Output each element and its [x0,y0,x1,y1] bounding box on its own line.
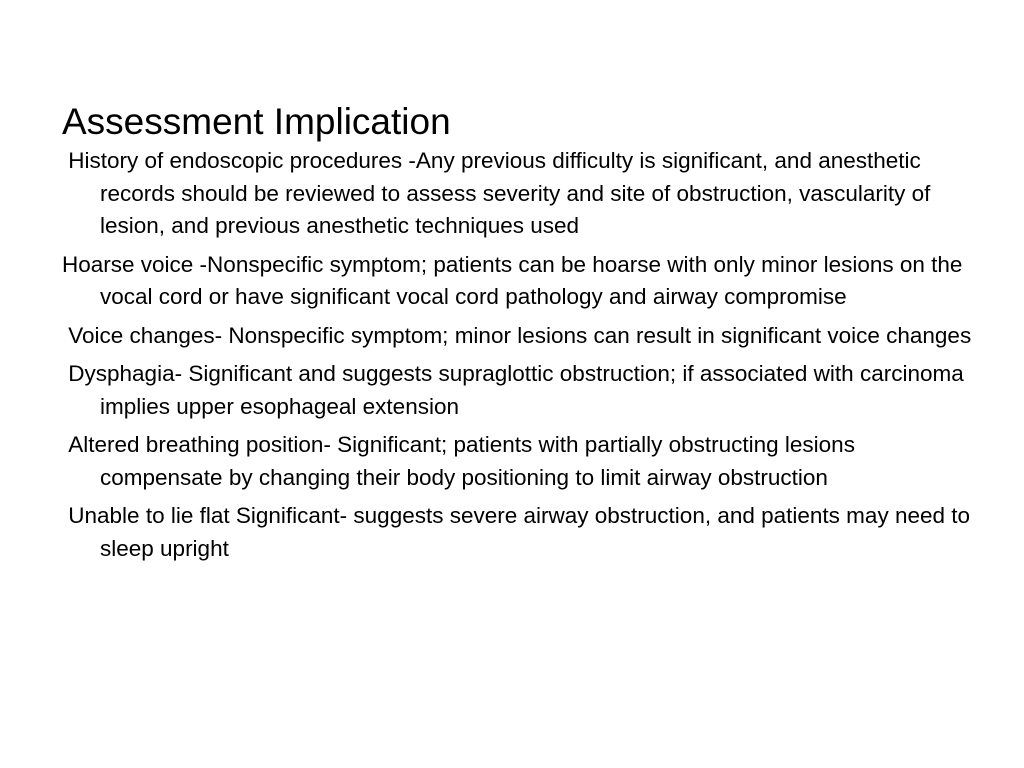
paragraph-hoarse-voice: Hoarse voice -Nonspecific symptom; patients can be hoarse with only minor lesions on the vocal cord or have significant vocal cord pathology and airway compromise [62,251,969,309]
paragraph-voice-changes: Voice changes- Nonspecific symptom; minor lesions can result in significant voice changes [62,322,972,348]
paragraph-unable-lie-flat: Unable to lie flat Significant- suggests severe airway obstruction, and patients may need to sleep upright [62,503,977,561]
slide-body [62,145,977,565]
paragraph-dysphagia: Dysphagia- Significant and suggests supraglottic obstruction; if associated with carcinoma implies upper esophageal extension [62,361,970,419]
paragraph-altered-breathing: Altered breathing position- Significant; patients with partially obstructing lesions compensate by changing their body positioning to limit airway obstruction [62,432,862,490]
paragraph-history-endoscopic: History of endoscopic procedures -Any previous difficulty is significant, and anesthetic records should be reviewed to assess severity and site of obstruction, vascularity of lesion, and previous anesthetic techniques used [62,148,937,238]
slide-title: Assessment Implication [62,100,451,142]
